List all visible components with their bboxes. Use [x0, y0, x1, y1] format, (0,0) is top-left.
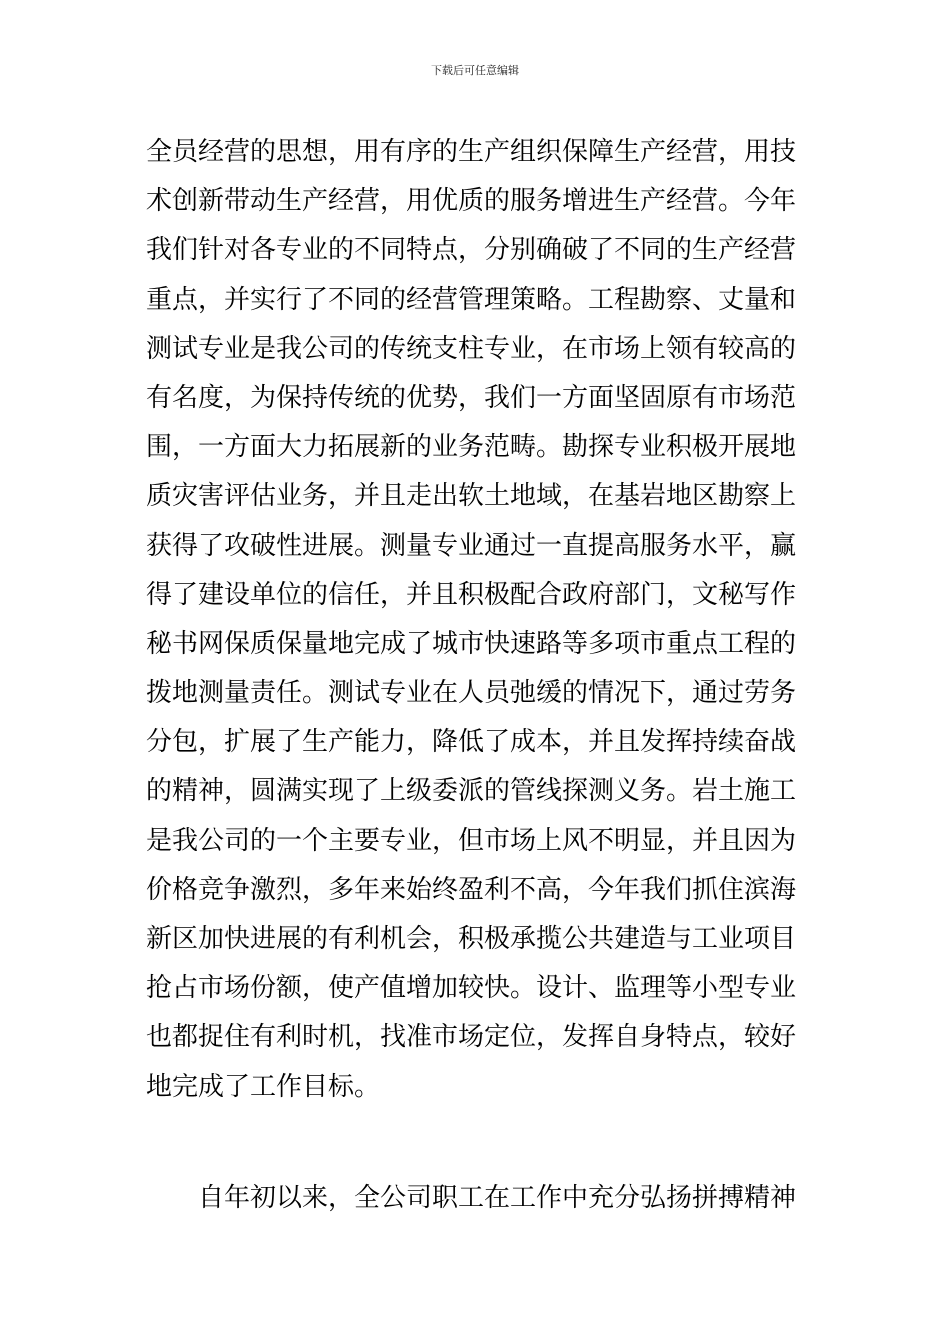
paragraph-2-line: 自年初以来，全公司职工在工作中充分弘扬拼搏精神 — [198, 1183, 797, 1213]
paragraph-1-line: 分包，扩展了生产能力，降低了成本，并且发挥持续奋战 — [146, 727, 797, 758]
paragraph-1-line: 价格竞争激烈，多年来始终盈利不高，今年我们抓住滨海 — [146, 874, 797, 905]
paragraph-2 — [146, 1174, 806, 1223]
paragraph-1-line: 获得了攻破性进展。测量专业通过一直提高服务水平，赢 — [146, 530, 797, 561]
page-header: 下载后可任意编辑 — [431, 64, 519, 77]
paragraph-1-line: 围，一方面大力拓展新的业务范畴。勘探专业积极开展地 — [146, 432, 797, 463]
paragraph-1-line: 新区加快进展的有利机会，积极承揽公共建造与工业项目 — [146, 924, 797, 954]
paragraph-1-line: 重点，并实行了不同的经营管理策略。工程勘察、丈量和 — [146, 284, 797, 315]
paragraph-1-line: 质灾害评估业务，并且走出软土地域，在基岩地区勘察上 — [146, 481, 797, 512]
paragraph-1-line: 得了建设单位的信任，并且积极配合政府部门，文秘写作 — [146, 579, 797, 610]
paragraph-1-line: 测试专业是我公司的传统支柱专业，在市场上领有较高的 — [146, 333, 797, 364]
paragraph-1-line: 有名度，为保持传统的优势，我们一方面坚固原有市场范 — [146, 382, 797, 413]
paragraph-1-line: 是我公司的一个主要专业，但市场上风不明显，并且因为 — [146, 825, 797, 856]
paragraph-1-line: 也都捉住有利时机，找准市场定位，发挥自身特点，较好 — [146, 1022, 797, 1053]
paragraph-1-line: 秘书网保质保量地完成了城市快速路等多项市重点工程的 — [146, 628, 797, 659]
paragraph-1-line: 术创新带动生产经营，用优质的服务增进生产经营。今年 — [146, 186, 797, 217]
paragraph-1-line: 全员经营的思想，用有序的生产组织保障生产经营，用技 — [146, 137, 797, 167]
paragraph-1-line: 拨地测量责任。测试专业在人员弛缓的情况下，通过劳务 — [146, 678, 797, 709]
paragraph-1-line: 的精神，圆满实现了上级委派的管线探测义务。岩土施工 — [146, 776, 797, 807]
paragraph-1-line: 抢占市场份额，使产值增加较快。设计、监理等小型专业 — [146, 973, 797, 1004]
paragraph-1-line: 地完成了工作目标。 — [146, 1071, 381, 1102]
paragraph-1-line: 我们针对各专业的不同特点，分别确破了不同的生产经营 — [146, 235, 797, 266]
paragraph-1 — [146, 128, 806, 1112]
